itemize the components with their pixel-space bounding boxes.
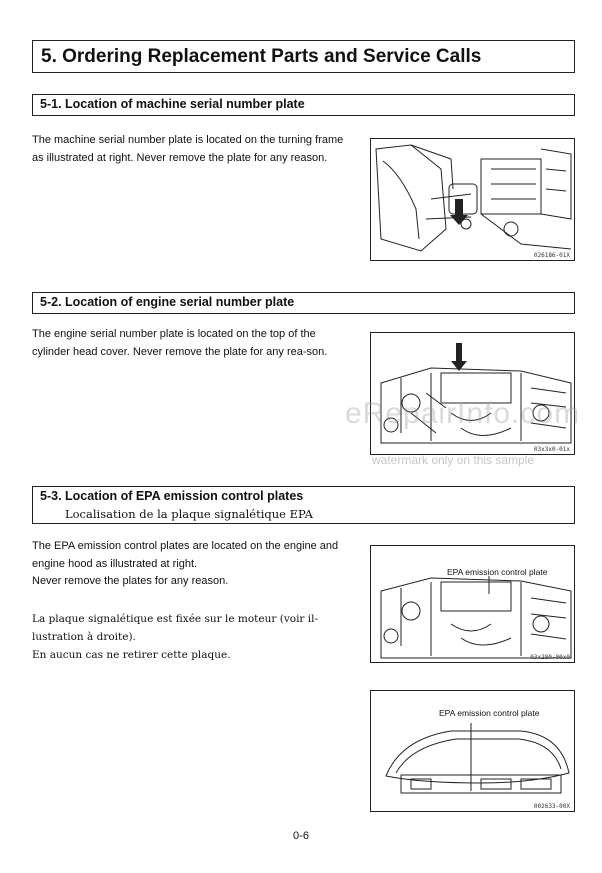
figure-code: 03x280-00x0	[530, 654, 570, 661]
paragraph: Never remove the plates for any reason.	[32, 575, 229, 587]
section-heading-text: 5-2. Location of engine serial number plate	[40, 295, 295, 309]
epa-hood-figure	[370, 690, 575, 812]
page-number: 0-6	[293, 830, 309, 842]
section-heading-text: 5-1. Location of machine serial number plate	[40, 97, 305, 111]
section-5-3-text	[32, 538, 352, 591]
callout-label: EPA emission control plate	[447, 567, 548, 577]
section-5-1-text: The machine serial number plate is located on the turning frame as illustrated at right. Never remove the plate for any reason.	[32, 134, 344, 164]
paragraph: The EPA emission control plates are located on the engine and engine hood as illustrated at right.	[32, 540, 339, 570]
engine-plate-figure	[370, 332, 575, 455]
figure-code: 026186-01X	[533, 252, 570, 259]
epa-engine-figure	[370, 545, 575, 663]
section-5-3-text-fr	[32, 610, 352, 664]
machine-frame-illustration-icon	[371, 139, 575, 261]
engine-illustration-icon	[371, 333, 575, 455]
page-title: 5. Ordering Replacement Parts and Service Calls	[32, 40, 575, 73]
paragraph-fr: La plaque signalétique est fixée sur le moteur (voir il-lustration à droite).	[32, 613, 319, 643]
engine-illustration-icon	[371, 546, 575, 663]
figure-code: 03x3x0-01x	[533, 446, 570, 453]
watermark-brand: eRepairInfo.com	[345, 397, 581, 430]
section-heading-5-2	[32, 292, 575, 314]
section-heading-text: 5-3. Location of EPA emission control plates	[40, 489, 304, 503]
paragraph-fr: En aucun cas ne retirer cette plaque.	[32, 649, 231, 661]
section-5-2-text: The engine serial number plate is located on the top of the cylinder head cover. Never remove the plate for any rea-son.	[32, 328, 328, 358]
figure-code: 002633-00X	[533, 803, 570, 810]
section-heading-5-1	[32, 94, 575, 116]
section-heading-5-3	[32, 486, 575, 524]
watermark-note: watermark only on this sample	[372, 453, 535, 467]
machine-plate-figure	[370, 138, 575, 261]
section-heading-text-fr: Localisation de la plaque signalétique EPA	[65, 507, 313, 521]
callout-label: EPA emission control plate	[439, 708, 540, 718]
